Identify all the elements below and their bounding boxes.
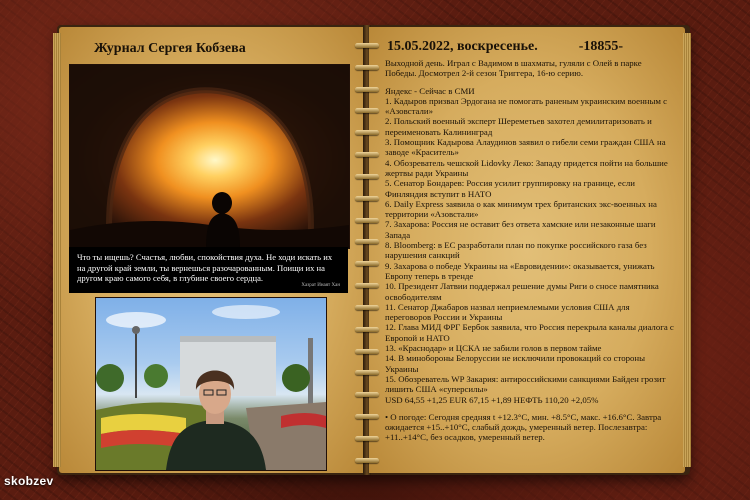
entry-heading	[387, 39, 623, 55]
binder-ring	[355, 196, 379, 201]
page-edge	[53, 33, 61, 467]
news-item: 7. Захарова: Россия не оставит без ответа хамские или незаконные шаги Запада	[385, 219, 656, 240]
entry-body	[385, 58, 675, 443]
binder-ring	[355, 239, 379, 244]
news-item: 2. Польский военный эксперт Шереметьев захотел демилитаризовать и переименовать Калининград	[385, 116, 652, 137]
left-page	[59, 27, 365, 473]
binder-ring	[355, 174, 379, 179]
binder-ring	[355, 392, 379, 397]
binder-ring	[355, 152, 379, 157]
park-portrait-graphic	[96, 298, 326, 470]
entry-intro: Выходной день. Играл с Вадимом в шахматы, гуляли с Олей в парке Победы. Досмотрел 2-й сезон Триггера, 16-ю серию.	[385, 58, 642, 79]
news-item: 1. Кадыров призвал Эрдогана не помогать раненым украинским военным с «Азовстали»	[385, 95, 668, 117]
news-item: 3. Помощник Кадырова Алаудинов заявил о гибели семи граждан США на заводе «Краситель»	[385, 137, 666, 158]
quote-text: Что ты ищешь? Счастья, любви, спокойствия духа. Не ходи искать их на другой край земли, ты вернешься разочарованным. Поищи их на другом краю самого себя, в глубине своего сердца.	[77, 252, 333, 283]
journal-book	[57, 25, 690, 475]
binder-ring	[355, 327, 379, 332]
news-item: 6. Daily Express заявила о как минимум трех британских экс-военных на территории «Азовстали»	[385, 198, 657, 220]
binder-ring	[355, 436, 379, 441]
news-item: 14. В минобороны Белоруссии не исключили провокаций со стороны Украины	[385, 353, 646, 374]
entry-date: 15.05.2022, воскресенье.	[387, 39, 538, 54]
binder-ring	[355, 65, 379, 70]
news-item: 10. Президент Латвии поддержал решение думы Риги о сносе памятника освободителям	[385, 281, 659, 302]
portrait-photo	[95, 297, 327, 471]
binder-rings	[355, 43, 381, 463]
cave-sunset-photo	[69, 64, 350, 249]
binder-ring	[355, 349, 379, 354]
news-item: 5. Сенатор Бондарев: Россия усилит группировку на границе, если Финляндия вступит в НАТО	[385, 178, 636, 199]
journal-title: Журнал Сергея Кобзева	[94, 41, 246, 56]
cave-arch-graphic	[70, 65, 349, 248]
binder-ring	[355, 108, 379, 113]
entry-number: -18855-	[578, 39, 624, 54]
quote-author: Хазрат Инаят Хан	[301, 282, 340, 288]
weather-report: • О погоде: Сегодня средняя t +12.3°C, мин. +8.5°C, макс. +16.6°C. Завтра ожидается +15..+10°C, слабый дождь, умеренный ветер. Послезавтра: +11..+14°C, без осадков, умеренный ветер.	[385, 411, 662, 443]
binder-ring	[355, 130, 379, 135]
binder-ring	[355, 305, 379, 310]
quote-caption	[69, 247, 348, 293]
news-item: 13. «Краснодар» и ЦСКА не забили голов в первом тайме	[385, 343, 602, 354]
binder-ring	[355, 414, 379, 419]
news-item: 11. Сенатор Джабаров назвал неприемлемыми условия США для переговоров России и Украины	[385, 301, 630, 323]
binder-ring	[355, 370, 379, 375]
watermark-signature: skobzev	[4, 474, 54, 488]
right-page	[369, 27, 685, 473]
news-item: 12. Глава МИД ФРГ Бербок заявила, что Россия перекрыла каналы диалога с Европой и НАТО	[385, 322, 674, 343]
news-header: Яндекс - Сейчас в СМИ	[385, 85, 475, 96]
binder-ring	[355, 261, 379, 266]
binder-ring	[355, 43, 379, 48]
news-item: 8. Bloomberg: в ЕС разработали план по покупке российского газа без нарушения санкций	[385, 240, 647, 261]
binder-ring	[355, 283, 379, 288]
news-item: 9. Захарова о победе Украины на «Евровидении»: оказывается, унижать Европу теперь в тренде	[385, 260, 655, 281]
news-item: 4. Обозреватель чешской Lidovky Леко: Западу придется пойти на большие жертвы ради Украины	[385, 157, 668, 178]
binder-ring	[355, 87, 379, 92]
news-list	[385, 96, 675, 395]
binder-ring	[355, 218, 379, 223]
page-edge	[683, 33, 691, 467]
exchange-rates: USD 64,55 +1,25 EUR 67,15 +1,89 НЕФТЬ 110,20 +2,05%	[385, 394, 599, 405]
binder-ring	[355, 458, 379, 463]
news-item: 15. Обозреватель WP Закария: антироссийскими санкциями Байден грозит лишить США «суперсилы»	[385, 373, 666, 395]
